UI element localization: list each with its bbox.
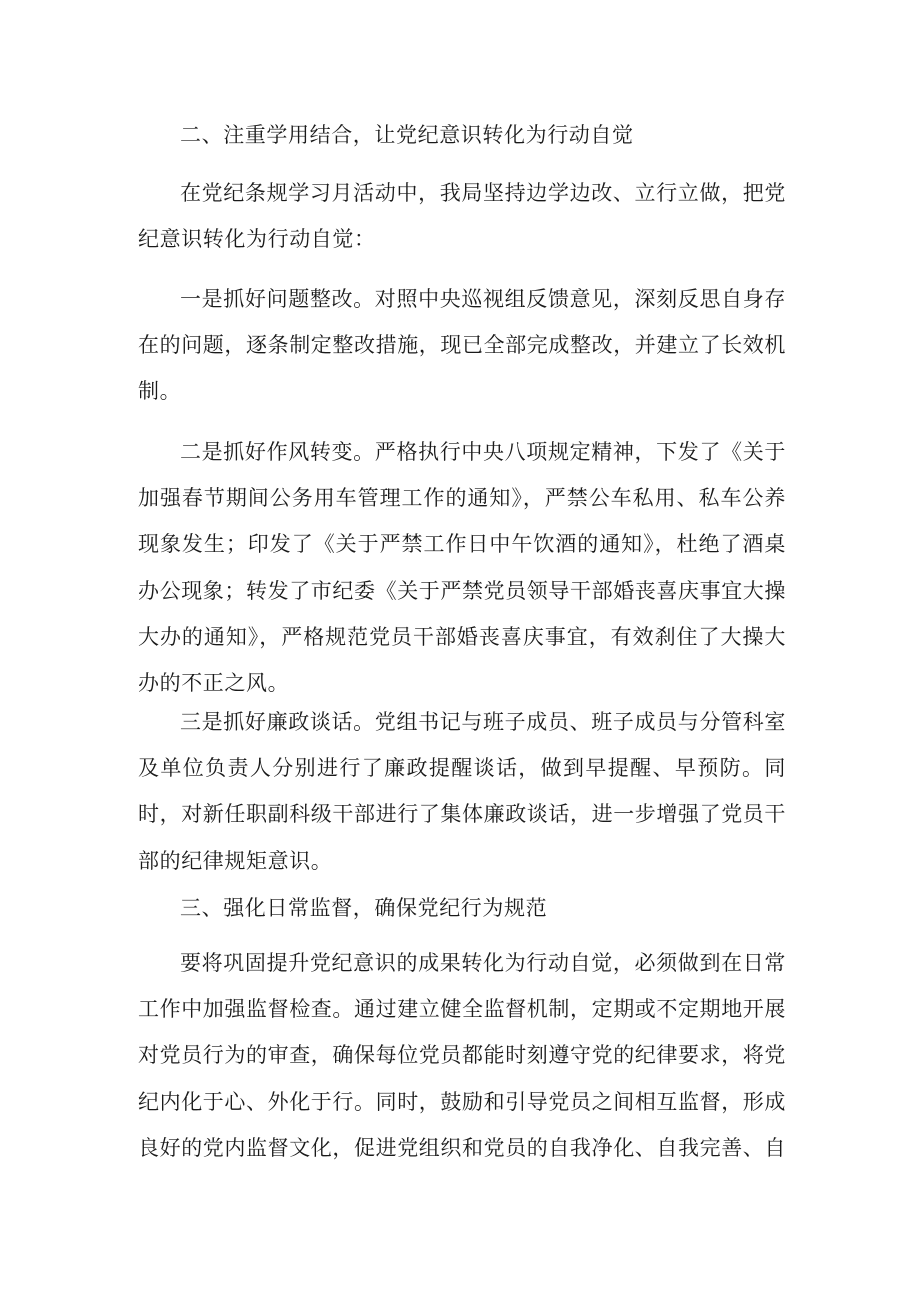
paragraph-rectification: 一是抓好问题整改。对照中央巡视组反馈意见，深刻反思自身存在的问题，逐条制定整改措施，现已全部完成整改，并建立了长效机制。 [138,287,786,404]
paragraph-integrity-talks: 三是抓好廉政谈话。党组书记与班子成员、班子成员与分管科室及单位负责人分别进行了廉政提醒谈话，做到早提醒、早预防。同时，对新任职副科级干部进行了集体廉政谈话，进一步增强了党员干部的纪律规矩意识。 [138,710,786,873]
paragraph-supervision: 要将巩固提升党纪意识的成果转化为行动自觉，必须做到在日常工作中加强监督检查。通过建立健全监督机制，定期或不定期地开展对党员行为的审查，确保每位党员都能时刻遵守党的纪律要求，将党纪内化于心、外化于行。同时，鼓励和引导党员之间相互监督，形成良好的党内监督文化，促进党组织和党员的自我净化、自我完善、自 [138,951,786,1160]
paragraph-work-style: 二是抓好作风转变。严格执行中央八项规定精神，下发了《关于加强春节期间公务用车管理工作的通知》，严禁公车私用、私车公养现象发生；印发了《关于严禁工作日中午饮酒的通知》，杜绝了酒桌办公现象；转发了市纪委《关于严禁党员领导干部婚丧喜庆事宜大操大办的通知》，严格规范党员干部婚丧喜庆事宜，有效刹住了大操大办的不正之风。 [138,440,786,696]
section-heading-2: 二、注重学用结合，让党纪意识转化为行动自觉 [180,123,634,147]
paragraph-intro: 在党纪条规学习月活动中，我局坚持边学边改、立行立做，把党纪意识转化为行动自觉： [138,181,786,252]
section-heading-3: 三、强化日常监督，确保党纪行为规范 [180,896,548,920]
